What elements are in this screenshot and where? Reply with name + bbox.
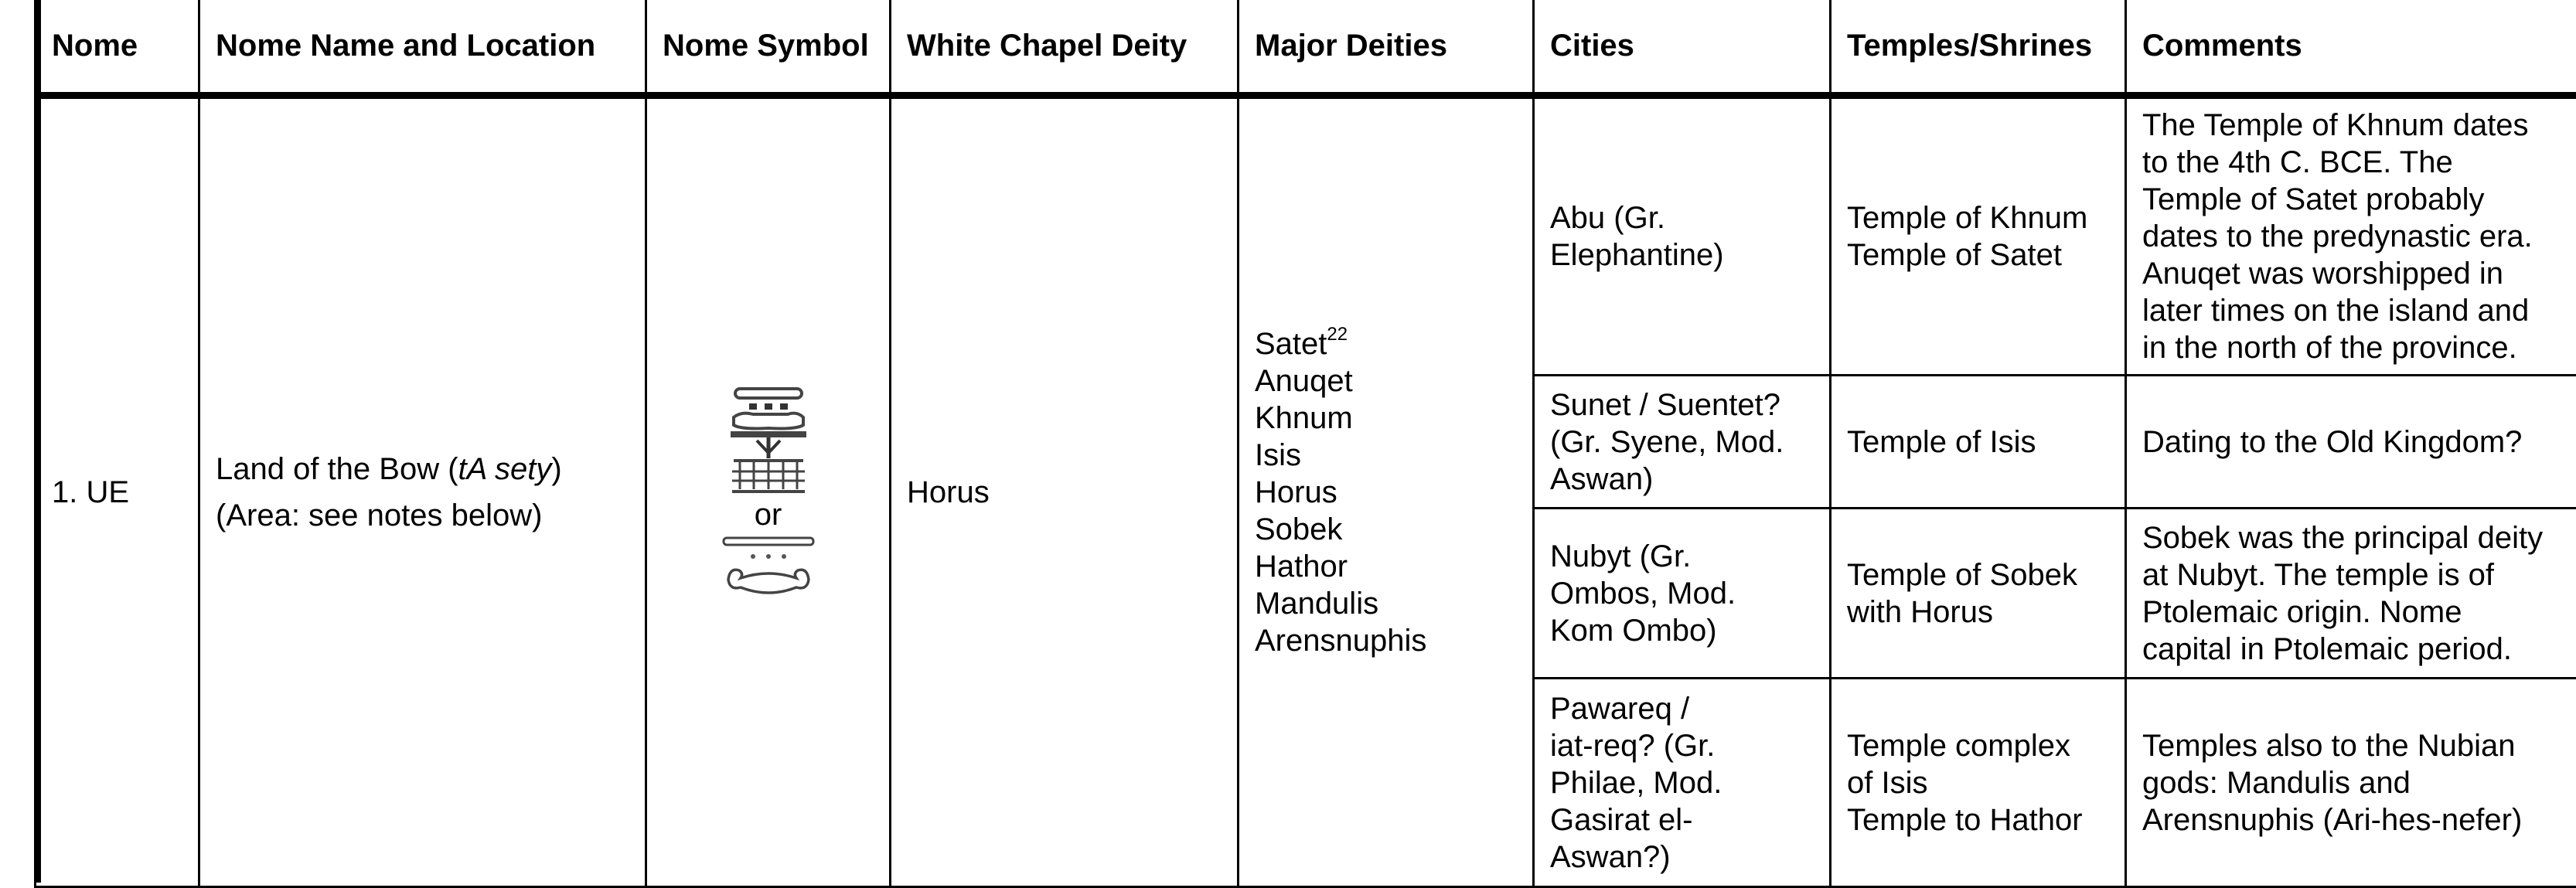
deity-first [1255,325,1517,362]
deity-first-name: Satet [1255,327,1327,361]
city-line: Gasirat el- [1550,801,1814,839]
comments-cell [2126,679,2576,887]
city-line: Kom Ombo) [1550,612,1814,649]
city-line: iat-req? (Gr. [1550,727,1814,764]
deity-item: Mandulis [1255,585,1517,622]
city-line: Nubyt (Gr. [1550,538,1814,575]
comment-line: later times on the island and [2142,292,2568,329]
temples-cell [1831,96,2126,376]
comment-line: Dating to the Old Kingdom? [2142,424,2568,461]
footnote-ref: 22 [1327,324,1348,345]
comment-line: at Nubyt. The temple is of [2142,556,2568,594]
temples-cell [1831,376,2126,509]
temple-line: Temple of Sobek [1847,556,2109,594]
symbol-or: or [755,496,782,533]
header-major-deities: Major Deities [1239,0,1534,96]
temple-line: Temple to Hathor [1847,801,2109,839]
nome-name-suffix: ) [551,452,561,486]
temple-line: with Horus [1847,594,2109,631]
comment-line: gods: Mandulis and [2142,764,2568,801]
comment-line: capital in Ptolemaic period. [2142,631,2568,668]
nome-name-prefix: Land of the Bow ( [216,452,458,486]
nome-name-cell [199,96,646,887]
deity-item: Isis [1255,437,1517,474]
deity-item: Khnum [1255,400,1517,437]
header-row [36,0,2576,96]
nome-name [216,451,629,488]
deity-item: Hathor [1255,548,1517,585]
temples-cell [1831,509,2126,679]
city-cell [1534,679,1831,887]
nome-table [34,0,2576,888]
city-line: Pawareq / [1550,690,1814,727]
comments-cell [2126,96,2576,376]
nome-glyph-standard-icon [726,385,811,501]
nome-number: 1. UE [36,96,199,887]
city-line: Philae, Mod. [1550,764,1814,801]
major-deities-cell [1239,96,1534,887]
city-line: Ombos, Mod. [1550,575,1814,612]
comment-line: to the 4th C. BCE. The [2142,144,2568,181]
header-symbol: Nome Symbol [646,0,891,96]
city-line: Abu (Gr. [1550,199,1814,236]
city-line: Aswan?) [1550,839,1814,876]
comment-line: Temples also to the Nubian [2142,727,2568,764]
comment-line: Sobek was the principal deity [2142,519,2568,556]
city-line: Sunet / Suentet? [1550,386,1814,424]
header-nome: Nome [36,0,199,96]
nome-name-italic: tA sety [458,452,552,486]
temple-line: Temple complex [1847,727,2109,764]
nome-symbol-cell [646,96,891,887]
white-chapel-deity: Horus [891,96,1239,887]
deity-item: Anuqet [1255,362,1517,400]
nome-area: (Area: see notes below) [216,497,629,534]
header-cities: Cities [1534,0,1831,96]
city-line: Elephantine) [1550,236,1814,274]
city-line: (Gr. Syene, Mod. [1550,424,1814,461]
deity-item: Horus [1255,474,1517,511]
comment-line: in the north of the province. [2142,329,2568,366]
comments-cell [2126,376,2576,509]
header-comments: Comments [2126,0,2576,96]
comment-line: Anuqet was worshipped in [2142,255,2568,292]
temple-line: Temple of Satet [1847,236,2109,274]
table-row [36,96,2576,376]
comment-line: Arensnuphis (Ari-hes-nefer) [2142,801,2568,839]
deity-item: Sobek [1255,511,1517,548]
city-line: Aswan) [1550,461,1814,498]
comment-line: Temple of Satet probably [2142,181,2568,218]
header-name-location: Nome Name and Location [199,0,646,96]
deity-item: Arensnuphis [1255,622,1517,659]
city-cell [1534,509,1831,679]
header-temples: Temples/Shrines [1831,0,2126,96]
nome-glyph-bow-icon [722,533,815,600]
city-cell [1534,96,1831,376]
nome-symbol [663,385,874,600]
temple-line: of Isis [1847,764,2109,801]
city-cell [1534,376,1831,509]
comment-line: The Temple of Khnum dates [2142,107,2568,144]
temple-line: Temple of Isis [1847,424,2109,461]
comment-line: Ptolemaic origin. Nome [2142,594,2568,631]
temples-cell [1831,679,2126,887]
comments-cell [2126,509,2576,679]
temple-line: Temple of Khnum [1847,199,2109,236]
header-white-chapel: White Chapel Deity [891,0,1239,96]
comment-line: dates to the predynastic era. [2142,218,2568,255]
